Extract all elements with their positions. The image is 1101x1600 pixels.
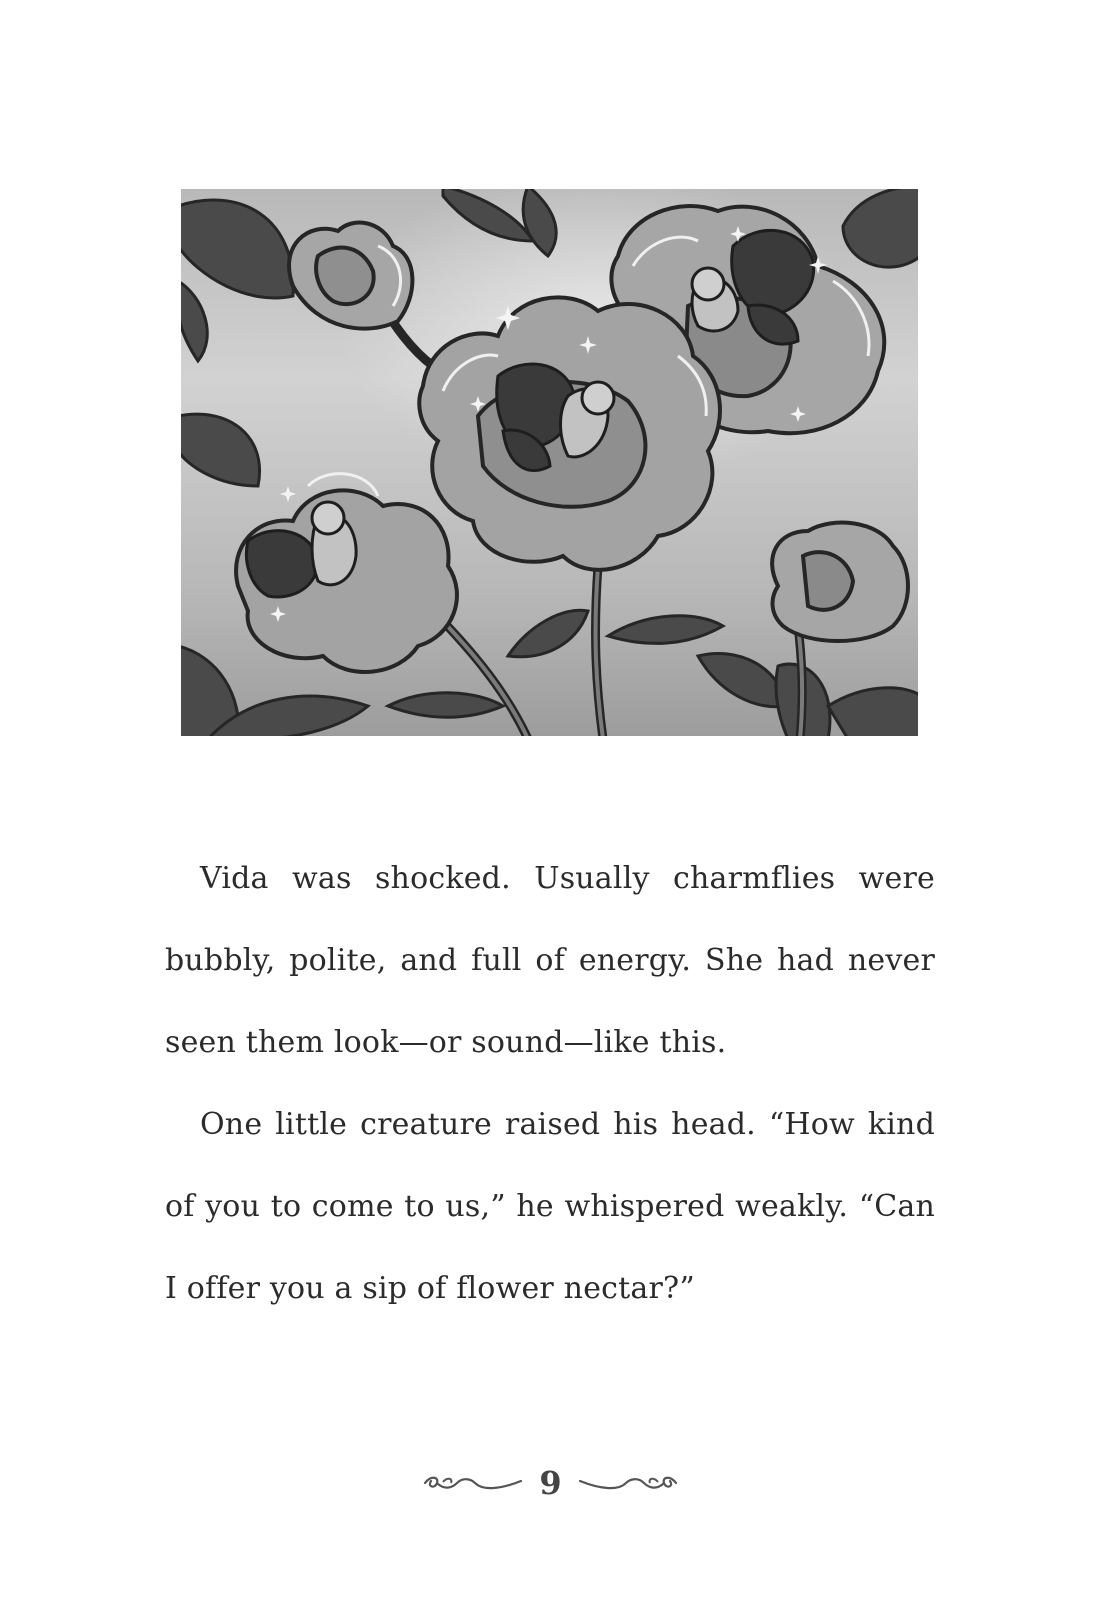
- right-flourish-ornament: [578, 1471, 678, 1495]
- left-flourish-ornament: [423, 1471, 523, 1495]
- page-number: 9: [539, 1464, 562, 1502]
- flower-bud-bottom-right: [772, 523, 908, 641]
- story-text: [165, 838, 935, 1330]
- page-folio: [0, 1458, 1101, 1508]
- paragraph-1: Vida was shocked. Usually charmflies were bubbly, polite, and full of energy. She had never seen them look—or sound—like this.: [165, 861, 935, 1060]
- flower-charmflies-illustration: [178, 186, 921, 739]
- paragraph-2: One little creature raised his head. “How kind of you to come to us,” he whispered weakly. “Can I offer you a sip of flower nectar?”: [165, 1107, 935, 1306]
